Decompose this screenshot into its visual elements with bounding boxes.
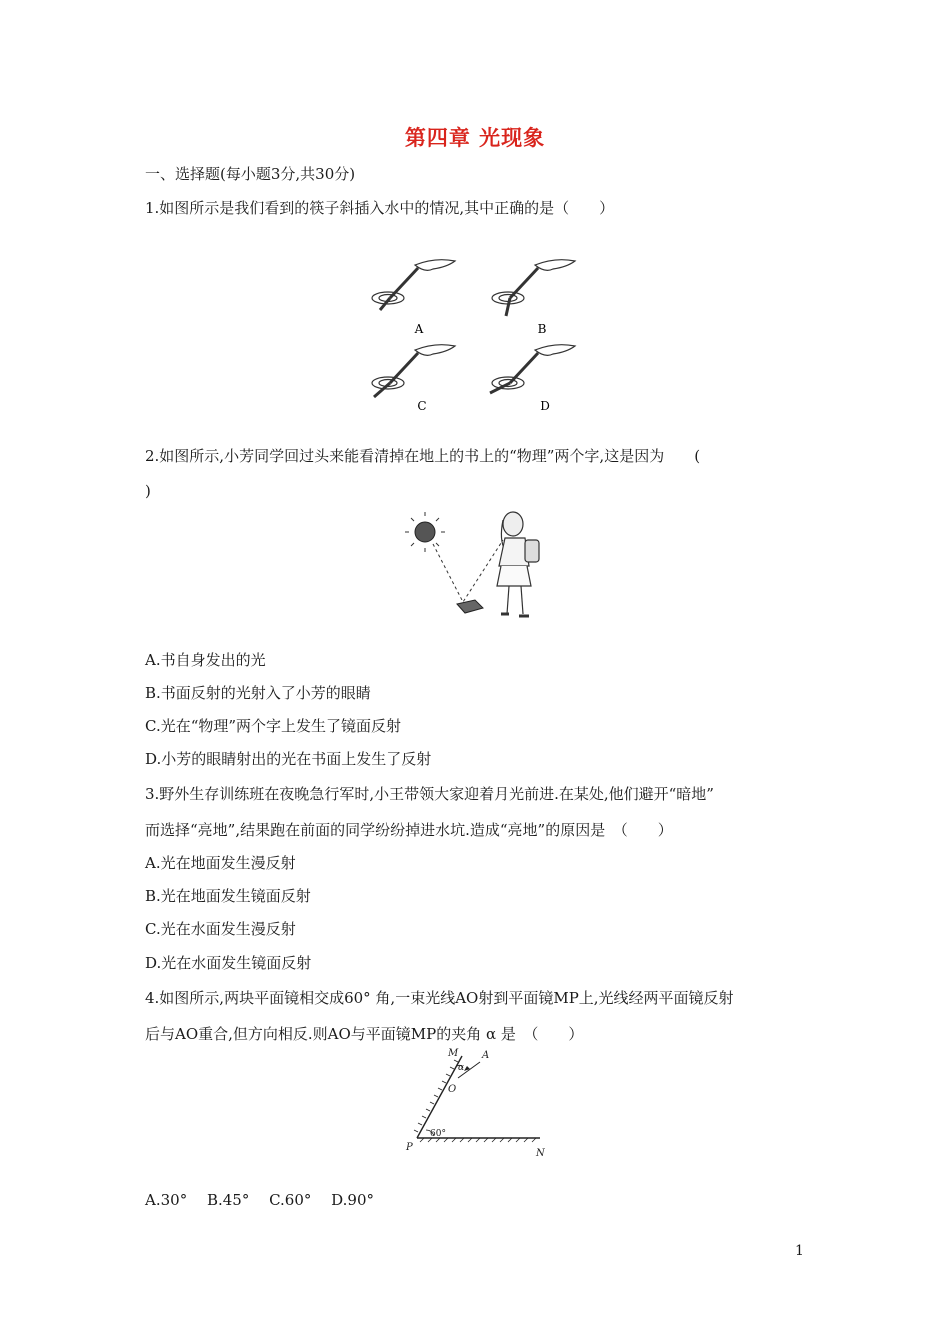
q2-option-a: A.书自身发出的光 [145,651,266,669]
section-heading: 一、选择题(每小题3分,共30分) [145,165,356,183]
two-mirrors-figure [400,1046,550,1158]
chopstick-option-a [372,260,455,310]
label-o: O [448,1084,457,1095]
label-n: N [536,1148,545,1158]
q3-option-d: D.光在水面发生镜面反射 [145,954,312,972]
q4-stem-line2: 后与AO重合,但方向相反.则AO与平面镜MP的夹角 α 是 （ ） [145,1025,584,1043]
girl-icon [497,512,539,616]
q2-option-d: D.小芳的眼睛射出的光在书面上发生了反射 [145,750,432,768]
label-60deg: 60° [430,1129,446,1139]
label-d: D [540,399,550,413]
label-m: M [448,1048,459,1059]
page-number: 1 [795,1243,804,1259]
q3-option-b: B.光在地面发生镜面反射 [145,887,311,905]
chopstick-option-d [490,345,575,393]
mirror-mp [417,1056,465,1138]
q3-stem-line2: 而选择“亮地”,结果跑在前面的同学纷纷掉进水坑.造成“亮地”的原因是 （ ） [145,821,673,839]
sun-icon [405,512,445,552]
chopsticks-figure [360,250,595,420]
book-icon [457,600,483,613]
girl-book-figure [405,510,555,630]
q3-option-a: A.光在地面发生漫反射 [145,854,296,872]
label-a: A [414,322,424,336]
q2-option-b: B.书面反射的光射入了小芳的眼睛 [145,684,371,702]
label-alpha: α [458,1063,465,1073]
chopstick-option-b [492,260,575,316]
q2-stem-line1: 2.如图所示,小芳同学回过头来能看清掉在地上的书上的“物理”两个字,这是因为 ( [145,447,701,465]
label-c: C [417,399,427,413]
q4-stem-line1: 4.如图所示,两块平面镜相交成60° 角,一束光线AO射到平面镜MP上,光线经两平面镜反射 [145,989,734,1007]
q3-stem-line1: 3.野外生存训练班在夜晚急行军时,小王带领大家迎着月光前进.在某处,他们避开“暗地” [145,785,714,803]
q4-options: A.30° B.45° C.60° D.90° [145,1191,375,1209]
q2-option-c: C.光在“物理”两个字上发生了镜面反射 [145,717,402,735]
chopstick-option-c [372,345,455,397]
q3-option-c: C.光在水面发生漫反射 [145,920,296,938]
label-p: P [406,1142,413,1153]
q1-stem: 1.如图所示是我们看到的筷子斜插入水中的情况,其中正确的是（ ） [145,199,615,217]
q2-stem-line2: ) [145,482,151,500]
label-a: A [482,1050,490,1061]
label-b: B [537,322,547,336]
chapter-title: 第四章 光现象 [404,125,546,150]
